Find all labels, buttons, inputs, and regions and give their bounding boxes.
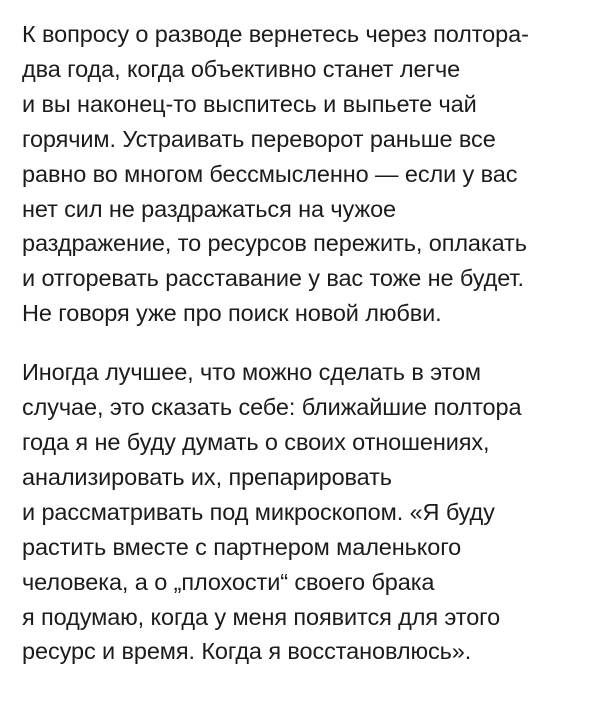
paragraph-2 xyxy=(22,355,592,669)
text-line: растить вместе с партнером маленького xyxy=(22,533,462,560)
text-line: К вопросу о разводе вернетесь через полтора- xyxy=(22,21,529,47)
article-body xyxy=(22,17,592,669)
text-line: горячим. Устраивать переворот раньше все xyxy=(22,125,496,152)
text-line: и вы наконец-то выспитесь и выпьете чай xyxy=(22,90,477,117)
text-line: анализировать их, препарировать xyxy=(22,463,392,490)
paragraph-1 xyxy=(22,17,592,331)
text-line: равно во многом бессмысленно — если у вас xyxy=(22,160,518,187)
text-line: нет сил не раздражаться на чужое xyxy=(22,195,397,222)
text-line: Не говоря уже про поиск новой любви. xyxy=(22,300,442,327)
text-line: раздражение, то ресурсов пережить, оплакать xyxy=(22,230,527,257)
text-line: человека, а о „плохости“ своего брака xyxy=(22,568,435,595)
text-line: ресурс и время. Когда я восстановлюсь». xyxy=(22,638,472,665)
text-line: и отгоревать расставание у вас тоже не будет. xyxy=(22,265,524,292)
text-line: и рассматривать под микроскопом. «Я буду xyxy=(22,498,495,525)
text-line: я подумаю, когда у меня появится для этого xyxy=(22,603,501,630)
text-line: Иногда лучшее, что можно сделать в этом xyxy=(22,359,481,386)
text-line: года я не буду думать о своих отношениях, xyxy=(22,428,490,455)
text-line: случае, это сказать себе: ближайшие полтора xyxy=(22,394,522,421)
text-line: два года, когда объективно станет легче xyxy=(22,55,461,82)
